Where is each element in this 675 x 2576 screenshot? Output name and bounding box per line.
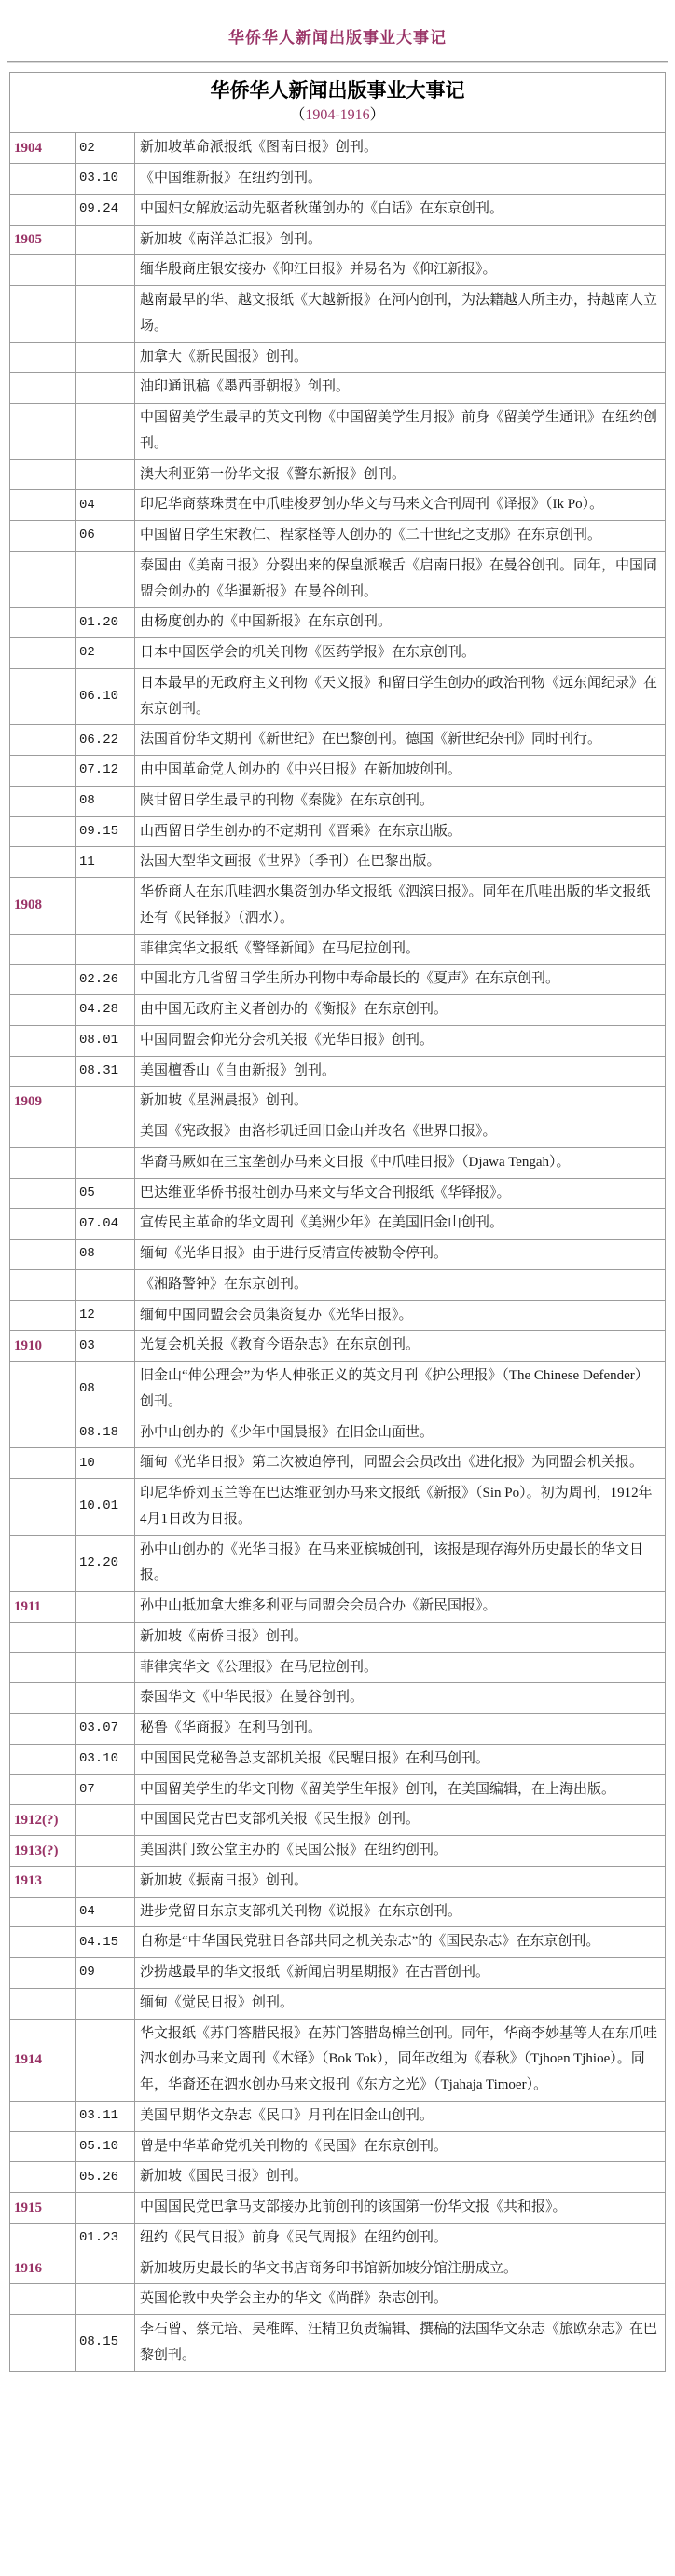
subtitle-paren-close: ） (369, 107, 385, 124)
event-cell: 中国留美学生的华文刊物《留美学生年报》创刊，在美国编辑，在上海出版。 (135, 1774, 666, 1805)
event-cell: 光复会机关报《教育今语杂志》在东京创刊。 (135, 1331, 666, 1362)
event-cell: 旧金山“伸公理会”为华人伸张正义的英文月刊《护公理报》（The Chinese Defender）创刊。 (135, 1362, 666, 1418)
table-row (10, 965, 666, 995)
year-cell (10, 1927, 76, 1958)
event-cell: 日本中国医学会的机关刊物《医药学报》在东京创刊。 (135, 638, 666, 669)
date-cell: 07.04 (76, 1209, 135, 1240)
event-cell: 中国国民党古巴支部机关报《民生报》创刊。 (135, 1805, 666, 1836)
event-cell: 宣传民主革命的华文周刊《美洲少年》在美国旧金山创刊。 (135, 1209, 666, 1240)
year-cell (10, 1448, 76, 1479)
year-cell (10, 373, 76, 404)
date-cell: 07.12 (76, 756, 135, 787)
subtitle-year-range: 1904-1916 (305, 107, 370, 124)
year-cell (10, 459, 76, 490)
year-cell (10, 1958, 76, 1989)
table-row (10, 786, 666, 816)
table-row (10, 2019, 666, 2101)
table-row (10, 668, 666, 725)
event-cell: 新加坡历史最长的华文书店商务印书馆新加坡分馆注册成立。 (135, 2254, 666, 2284)
year-cell (10, 1774, 76, 1805)
year-cell (10, 847, 76, 878)
table-row (10, 490, 666, 521)
event-cell: 进步党留日东京支部机关刊物《说报》在东京创刊。 (135, 1897, 666, 1927)
year-cell (10, 1988, 76, 2019)
event-cell: 法国首份华文期刊《新世纪》在巴黎创刊。德国《新世纪杂刊》同时刊行。 (135, 725, 666, 756)
year-cell (10, 786, 76, 816)
table-row (10, 2254, 666, 2284)
date-cell: 04 (76, 490, 135, 521)
event-cell: 由中国革命党人创办的《中兴日报》在新加坡创刊。 (135, 756, 666, 787)
table-row (10, 878, 666, 935)
year-cell: 1916 (10, 2254, 76, 2284)
table-row (10, 1209, 666, 1240)
event-cell: 泰国由《美南日报》分裂出来的保皇派喉舌《启南日报》在曼谷创刊。同年，中国同盟会创办的《华暹新报》在曼谷创刊。 (135, 551, 666, 608)
table-row (10, 1269, 666, 1300)
date-cell: 07 (76, 1774, 135, 1805)
date-cell: 04.15 (76, 1927, 135, 1958)
year-cell (10, 1479, 76, 1536)
year-cell (10, 1117, 76, 1148)
table-row (10, 1897, 666, 1927)
event-cell: 美国洪门致公堂主办的《民国公报》在纽约创刊。 (135, 1836, 666, 1867)
date-cell: 10.01 (76, 1479, 135, 1536)
event-cell: 孙中山创办的《少年中国晨报》在旧金山面世。 (135, 1418, 666, 1448)
event-cell: 澳大利亚第一份华文报《警东新报》创刊。 (135, 459, 666, 490)
table-row (10, 756, 666, 787)
year-cell: 1912(?) (10, 1805, 76, 1836)
event-cell: 法国大型华文画报《世界》（季刊）在巴黎出版。 (135, 847, 666, 878)
date-cell (76, 1592, 135, 1623)
year-cell (10, 1300, 76, 1331)
table-row (10, 847, 666, 878)
event-cell: 油印通讯稿《墨西哥朝报》创刊。 (135, 373, 666, 404)
date-cell: 02 (76, 133, 135, 164)
date-cell: 08 (76, 1240, 135, 1270)
year-cell (10, 995, 76, 1026)
year-cell (10, 521, 76, 552)
table-row (10, 2101, 666, 2131)
table-row (10, 1362, 666, 1418)
table-row (10, 995, 666, 1026)
date-cell: 11 (76, 847, 135, 878)
event-cell: 山西留日学生创办的不定期刊《晋乘》在东京出版。 (135, 816, 666, 847)
date-cell (76, 1269, 135, 1300)
event-cell: 中国同盟会仰光分会机关报《光华日报》创刊。 (135, 1025, 666, 1056)
date-cell (76, 1117, 135, 1148)
event-cell: 纽约《民气日报》前身《民气周报》在纽约创刊。 (135, 2223, 666, 2254)
date-cell: 03 (76, 1331, 135, 1362)
date-cell: 10 (76, 1448, 135, 1479)
year-cell (10, 1622, 76, 1652)
event-cell: 越南最早的华、越文报纸《大越新报》在河内创刊，为法籍越人所主办，持越南人立场。 (135, 286, 666, 343)
year-cell (10, 255, 76, 286)
table-row (10, 1087, 666, 1117)
event-cell: 中国国民党巴拿马支部接办此前创刊的该国第一份华文报《共和报》。 (135, 2193, 666, 2224)
date-cell (76, 1622, 135, 1652)
table-row (10, 1300, 666, 1331)
year-cell (10, 2101, 76, 2131)
date-cell: 06 (76, 521, 135, 552)
table-row (10, 404, 666, 460)
table-row (10, 521, 666, 552)
table-row (10, 1535, 666, 1592)
year-cell: 1911 (10, 1592, 76, 1623)
year-cell: 1904 (10, 133, 76, 164)
date-cell: 12.20 (76, 1535, 135, 1592)
event-cell: 沙捞越最早的华文报纸《新闻启明星期报》在古晋创刊。 (135, 1958, 666, 1989)
year-cell (10, 1418, 76, 1448)
table-row (10, 1025, 666, 1056)
event-cell: 新加坡革命派报纸《图南日报》创刊。 (135, 133, 666, 164)
event-cell: 孙中山创办的《光华日报》在马来亚槟城创刊，该报是现存海外历史最长的华文日报。 (135, 1535, 666, 1592)
date-cell: 08.31 (76, 1056, 135, 1087)
table-row (10, 2193, 666, 2224)
table-row (10, 342, 666, 373)
table-row (10, 2131, 666, 2162)
event-cell: 新加坡《星洲晨报》创刊。 (135, 1087, 666, 1117)
date-cell: 05.26 (76, 2162, 135, 2193)
year-cell (10, 1056, 76, 1087)
date-cell (76, 1866, 135, 1897)
year-cell (10, 1178, 76, 1209)
event-cell: 日本最早的无政府主义刊物《天义报》和留日学生创办的政治刊物《远东闻纪录》在东京创刊。 (135, 668, 666, 725)
table-row (10, 551, 666, 608)
date-cell: 01.23 (76, 2223, 135, 2254)
year-cell: 1910 (10, 1331, 76, 1362)
table-row (10, 1056, 666, 1087)
table-row (10, 1240, 666, 1270)
table-row (10, 725, 666, 756)
event-cell: 菲律宾华文《公理报》在马尼拉创刊。 (135, 1652, 666, 1683)
date-cell (76, 2193, 135, 2224)
event-cell: 印尼华商蔡珠贯在中爪哇梭罗创办华文与马来文合刊周刊《译报》（Ik Po）。 (135, 490, 666, 521)
table-row (10, 2315, 666, 2372)
table-row (10, 1958, 666, 1989)
events-table-body (10, 133, 666, 2371)
event-cell: 新加坡《南洋总汇报》创刊。 (135, 225, 666, 255)
table-row (10, 373, 666, 404)
date-cell (76, 255, 135, 286)
year-cell (10, 756, 76, 787)
date-cell (76, 2019, 135, 2101)
event-cell: 中国国民党秘鲁总支部机关报《民醒日报》在利马创刊。 (135, 1744, 666, 1774)
date-cell: 06.22 (76, 725, 135, 756)
table-row (10, 1744, 666, 1774)
table-row (10, 1714, 666, 1745)
event-cell: 缅华殷商庄银安接办《仰江日报》并易名为《仰江新报》。 (135, 255, 666, 286)
event-cell: 巴达维亚华侨书报社创办马来文与华文合刊报纸《华铎报》。 (135, 1178, 666, 1209)
date-cell (76, 2254, 135, 2284)
event-cell: 华裔马厥如在三宝垄创办马来文日报《中爪哇日报》（Djawa Tengah）。 (135, 1147, 666, 1178)
year-cell (10, 608, 76, 638)
date-cell (76, 934, 135, 965)
table-row (10, 2223, 666, 2254)
event-cell: 孙中山抵加拿大维多利亚与同盟会会员合办《新民国报》。 (135, 1592, 666, 1623)
date-cell: 08.15 (76, 2315, 135, 2372)
table-row (10, 1988, 666, 2019)
date-cell (76, 342, 135, 373)
year-cell (10, 194, 76, 225)
table-row (10, 1836, 666, 1867)
date-cell (76, 1147, 135, 1178)
events-table (9, 72, 666, 2372)
date-cell: 03.10 (76, 1744, 135, 1774)
table-header-row (10, 73, 666, 133)
year-cell (10, 286, 76, 343)
event-cell: 缅甸《觉民日报》创刊。 (135, 1988, 666, 2019)
event-cell: 缅甸《光华日报》由于进行反清宣传被勒令停刊。 (135, 1240, 666, 1270)
year-cell (10, 1269, 76, 1300)
table-row (10, 1418, 666, 1448)
event-cell: 印尼华侨刘玉兰等在巴达维亚创办马来文报纸《新报》（Sin Po）。初为周刊，1912年4月1日改为日报。 (135, 1479, 666, 1536)
date-cell (76, 1652, 135, 1683)
event-cell: 新加坡《南侨日报》创刊。 (135, 1622, 666, 1652)
date-cell: 09 (76, 1958, 135, 1989)
date-cell: 02 (76, 638, 135, 669)
event-cell: 中国北方几省留日学生所办刊物中寿命最长的《夏声》在东京创刊。 (135, 965, 666, 995)
table-row (10, 225, 666, 255)
event-cell: 美国早期华文杂志《民口》月刊在旧金山创刊。 (135, 2101, 666, 2131)
event-cell: 中国妇女解放运动先驱者秋瑾创办的《白话》在东京创刊。 (135, 194, 666, 225)
subtitle-paren-open: （ (290, 107, 306, 124)
table-subtitle (12, 104, 663, 127)
year-cell (10, 1025, 76, 1056)
table-row (10, 133, 666, 164)
date-cell: 06.10 (76, 668, 135, 725)
event-cell: 自称是“中华国民党驻日各部共同之机关杂志”的《国民杂志》在东京创刊。 (135, 1927, 666, 1958)
table-row (10, 286, 666, 343)
year-cell (10, 1652, 76, 1683)
date-cell (76, 551, 135, 608)
table-row (10, 2284, 666, 2315)
table-row (10, 1592, 666, 1623)
date-cell: 02.26 (76, 965, 135, 995)
year-cell (10, 164, 76, 195)
table-row (10, 1479, 666, 1536)
date-cell: 08 (76, 1362, 135, 1418)
date-cell: 09.24 (76, 194, 135, 225)
year-cell (10, 1683, 76, 1714)
table-row (10, 2162, 666, 2193)
table-row (10, 459, 666, 490)
event-cell: 《湘路警钟》在东京创刊。 (135, 1269, 666, 1300)
table-row (10, 194, 666, 225)
year-cell (10, 342, 76, 373)
event-cell: 缅甸中国同盟会会员集资复办《光华日报》。 (135, 1300, 666, 1331)
year-cell (10, 1714, 76, 1745)
date-cell: 05.10 (76, 2131, 135, 2162)
date-cell: 05 (76, 1178, 135, 1209)
event-cell: 陕甘留日学生最早的刊物《秦陇》在东京创刊。 (135, 786, 666, 816)
event-cell: 由杨度创办的《中国新报》在东京创刊。 (135, 608, 666, 638)
year-cell: 1909 (10, 1087, 76, 1117)
date-cell (76, 404, 135, 460)
year-cell (10, 1209, 76, 1240)
table-row (10, 608, 666, 638)
date-cell: 01.20 (76, 608, 135, 638)
date-cell: 09.15 (76, 816, 135, 847)
year-cell (10, 1744, 76, 1774)
year-cell: 1913(?) (10, 1836, 76, 1867)
year-cell: 1914 (10, 2019, 76, 2101)
date-cell: 04.28 (76, 995, 135, 1026)
date-cell (76, 459, 135, 490)
table-row (10, 1448, 666, 1479)
table-row (10, 255, 666, 286)
year-cell (10, 551, 76, 608)
date-cell: 12 (76, 1300, 135, 1331)
year-cell (10, 2284, 76, 2315)
event-cell: 中国留美学生最早的英文刊物《中国留美学生月报》前身《留美学生通讯》在纽约创刊。 (135, 404, 666, 460)
table-row (10, 1117, 666, 1148)
year-cell (10, 2315, 76, 2372)
year-cell (10, 1240, 76, 1270)
year-cell: 1913 (10, 1866, 76, 1897)
event-cell: 新加坡《国民日报》创刊。 (135, 2162, 666, 2193)
table-row (10, 816, 666, 847)
event-cell: 曾是中华革命党机关刊物的《民国》在东京创刊。 (135, 2131, 666, 2162)
table-row (10, 164, 666, 195)
table-row (10, 638, 666, 669)
table-row (10, 1927, 666, 1958)
table-header-cell (10, 73, 666, 133)
year-cell: 1905 (10, 225, 76, 255)
date-cell: 03.11 (76, 2101, 135, 2131)
table-row (10, 1178, 666, 1209)
table-row (10, 1683, 666, 1714)
table-title: 华侨华人新闻出版事业大事记 (210, 79, 465, 102)
event-cell: 英国伦敦中央学会主办的华文《尚群》杂志创刊。 (135, 2284, 666, 2315)
year-cell (10, 725, 76, 756)
event-cell: 美国《宪政报》由洛杉矶迁回旧金山并改名《世界日报》。 (135, 1117, 666, 1148)
date-cell (76, 1087, 135, 1117)
year-cell (10, 1535, 76, 1592)
year-cell (10, 404, 76, 460)
event-cell: 中国留日学生宋教仁、程家柽等人创办的《二十世纪之支那》在东京创刊。 (135, 521, 666, 552)
date-cell (76, 1988, 135, 2019)
date-cell: 04 (76, 1897, 135, 1927)
event-cell: 新加坡《振南日报》创刊。 (135, 1866, 666, 1897)
date-cell (76, 225, 135, 255)
table-row (10, 1331, 666, 1362)
event-cell: 《中国维新报》在纽约创刊。 (135, 164, 666, 195)
table-row (10, 1147, 666, 1178)
date-cell (76, 1836, 135, 1867)
event-cell: 美国檀香山《自由新报》创刊。 (135, 1056, 666, 1087)
year-cell (10, 2131, 76, 2162)
year-cell (10, 2162, 76, 2193)
year-cell (10, 1147, 76, 1178)
date-cell (76, 286, 135, 343)
event-cell: 秘鲁《华商报》在利马创刊。 (135, 1714, 666, 1745)
year-cell (10, 668, 76, 725)
year-cell: 1915 (10, 2193, 76, 2224)
table-row (10, 1866, 666, 1897)
table-row (10, 1774, 666, 1805)
date-cell (76, 2284, 135, 2315)
date-cell: 03.07 (76, 1714, 135, 1745)
date-cell: 08.01 (76, 1025, 135, 1056)
year-cell (10, 1362, 76, 1418)
year-cell (10, 490, 76, 521)
date-cell (76, 373, 135, 404)
event-cell: 菲律宾华文报纸《警铎新闻》在马尼拉创刊。 (135, 934, 666, 965)
event-cell: 加拿大《新民国报》创刊。 (135, 342, 666, 373)
year-cell (10, 965, 76, 995)
year-cell (10, 816, 76, 847)
event-cell: 李石曾、蔡元培、吴稚晖、汪精卫负责编辑、撰稿的法国华文杂志《旅欧杂志》在巴黎创刊。 (135, 2315, 666, 2372)
date-cell: 08 (76, 786, 135, 816)
page-title: 华侨华人新闻出版事业大事记 (228, 29, 447, 47)
event-cell: 华侨商人在东爪哇泗水集资创办华文报纸《泗滨日报》。同年在爪哇出版的华文报纸还有《民铎报》（泗水）。 (135, 878, 666, 935)
year-cell (10, 934, 76, 965)
divider (7, 61, 668, 64)
date-cell (76, 1683, 135, 1714)
year-cell (10, 638, 76, 669)
event-cell: 华文报纸《苏门答腊民报》在苏门答腊岛棉兰创刊。同年，华商李妙基等人在东爪哇泗水创办马来文周刊《木铎》（Bok Tok），同年改组为《春秋》（Tjhoen Tjhioe）。同年，华裔还在泗水创办马来文报刊《东方之光》（Tjahaja Timoer）。 (135, 2019, 666, 2101)
event-cell: 由中国无政府主义者创办的《衡报》在东京创刊。 (135, 995, 666, 1026)
table-row (10, 1652, 666, 1683)
table-row (10, 1805, 666, 1836)
date-cell (76, 878, 135, 935)
event-cell: 缅甸《光华日报》第二次被迫停刊，同盟会会员改出《进化报》为同盟会机关报。 (135, 1448, 666, 1479)
year-cell (10, 1897, 76, 1927)
table-row (10, 934, 666, 965)
year-cell: 1908 (10, 878, 76, 935)
date-cell (76, 1805, 135, 1836)
date-cell: 08.18 (76, 1418, 135, 1448)
table-row (10, 1622, 666, 1652)
year-cell (10, 2223, 76, 2254)
event-cell: 泰国华文《中华民报》在曼谷创刊。 (135, 1683, 666, 1714)
date-cell: 03.10 (76, 164, 135, 195)
